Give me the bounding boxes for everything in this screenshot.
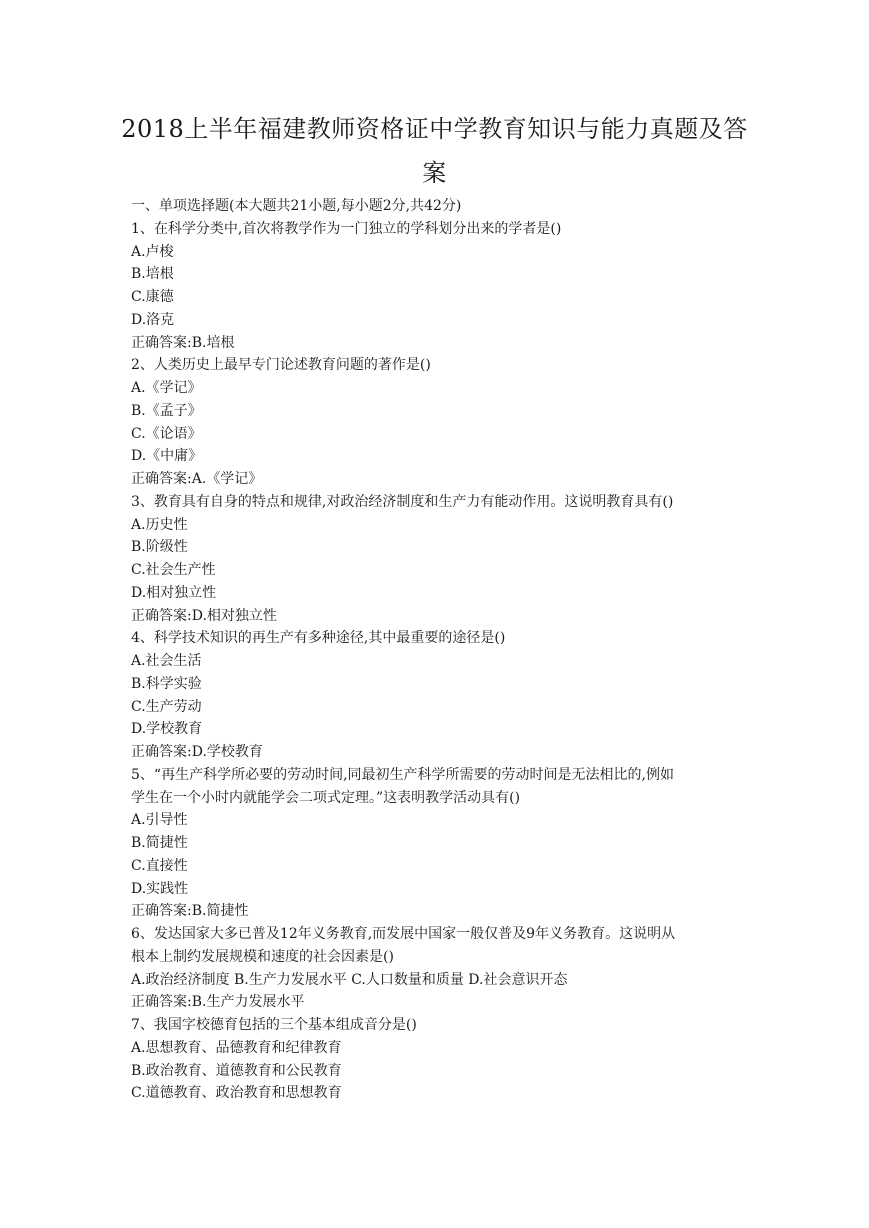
text-line: D.实践性	[131, 880, 189, 897]
text-line: 4、科学技术知识的再生产有多种途径,其中最重要的途径是()	[131, 630, 506, 647]
text-line: 2、人类历史上最早专门论述教育问题的著作是()	[131, 357, 431, 374]
answer-line: 正确答案:D.学校教育	[131, 744, 263, 760]
text-line: A.引导性	[131, 812, 188, 829]
text-line: 7、我国字校德育包括的三个基本组成音分是()	[131, 1017, 417, 1033]
section-heading: 一、单项选择题(本大题共21小题,每小题2分,共42分)	[131, 198, 462, 214]
text-line: B.简捷性	[131, 835, 188, 851]
text-line: 5、“再生产科学所必要的劳动时间,同最初生产科学所需要的劳动时间是无法相比的,例如	[131, 766, 674, 783]
answer-line: 正确答案:A.《学记》	[131, 471, 263, 487]
text-line: A.思想教育、品德教育和纪律教育	[131, 1039, 342, 1056]
text-line: C.直接性	[131, 857, 188, 874]
answer-line: 正确答案:B.简捷性	[131, 903, 249, 920]
text-line: 6、发达国家大多已普及12年义务教育,而发展中国家一般仅普及9年义务教育。这说明从	[131, 926, 676, 942]
document-title-line-2: 案	[422, 159, 447, 187]
text-line: B.政治教育、道德教育和公民教育	[131, 1062, 342, 1079]
text-line: 根本上制约发展规模和速度的社会因素是()	[131, 948, 394, 965]
text-line: C.生产劳动	[131, 698, 202, 715]
text-line: D.相对独立性	[131, 584, 217, 601]
text-line: 1、在科学分类中,首次将教学作为一门独立的学科划分出来的学者是()	[131, 220, 562, 237]
text-line: A.卢梭	[131, 243, 174, 260]
answer-line: 正确答案:B.培根	[131, 334, 235, 351]
text-line: B.培根	[131, 266, 174, 283]
text-line: C.道德教育、政治教育和思想教育	[131, 1085, 342, 1102]
text-line: A.社会生活	[131, 653, 202, 669]
text-line: 学生在一个小时内就能学会二项式定理。”这表明教学活动具有()	[131, 789, 521, 806]
text-line: A.历史性	[131, 516, 188, 533]
text-line: 3、教育具有自身的特点和规律,对政治经济制度和生产力有能动作用。这说明教育具有()	[131, 493, 674, 510]
text-line: C.《论语》	[131, 425, 202, 442]
answer-line: 正确答案:B.生产力发展水平	[131, 994, 305, 1011]
text-line: D.洛克	[131, 311, 175, 328]
document-title-line-1: 2018上半年福建教师资格证中学教育知识与能力真题及答	[121, 115, 748, 143]
text-line: B.科学实验	[131, 675, 202, 692]
text-line: D.学校教育	[131, 721, 203, 738]
text-line: B.阶级性	[131, 539, 188, 556]
text-line: C.社会生产性	[131, 562, 216, 578]
text-line: A.《学记》	[131, 380, 202, 396]
text-line: D.《中庸》	[131, 448, 203, 465]
text-line: A.政治经济制度 B.生产力发展水平 C.人口数量和质量 D.社会意识开态	[131, 971, 568, 988]
text-line: C.康德	[131, 289, 174, 305]
text-line: B.《孟子》	[131, 402, 202, 419]
document-body	[131, 195, 741, 1105]
answer-line: 正确答案:D.相对独立性	[131, 607, 277, 624]
